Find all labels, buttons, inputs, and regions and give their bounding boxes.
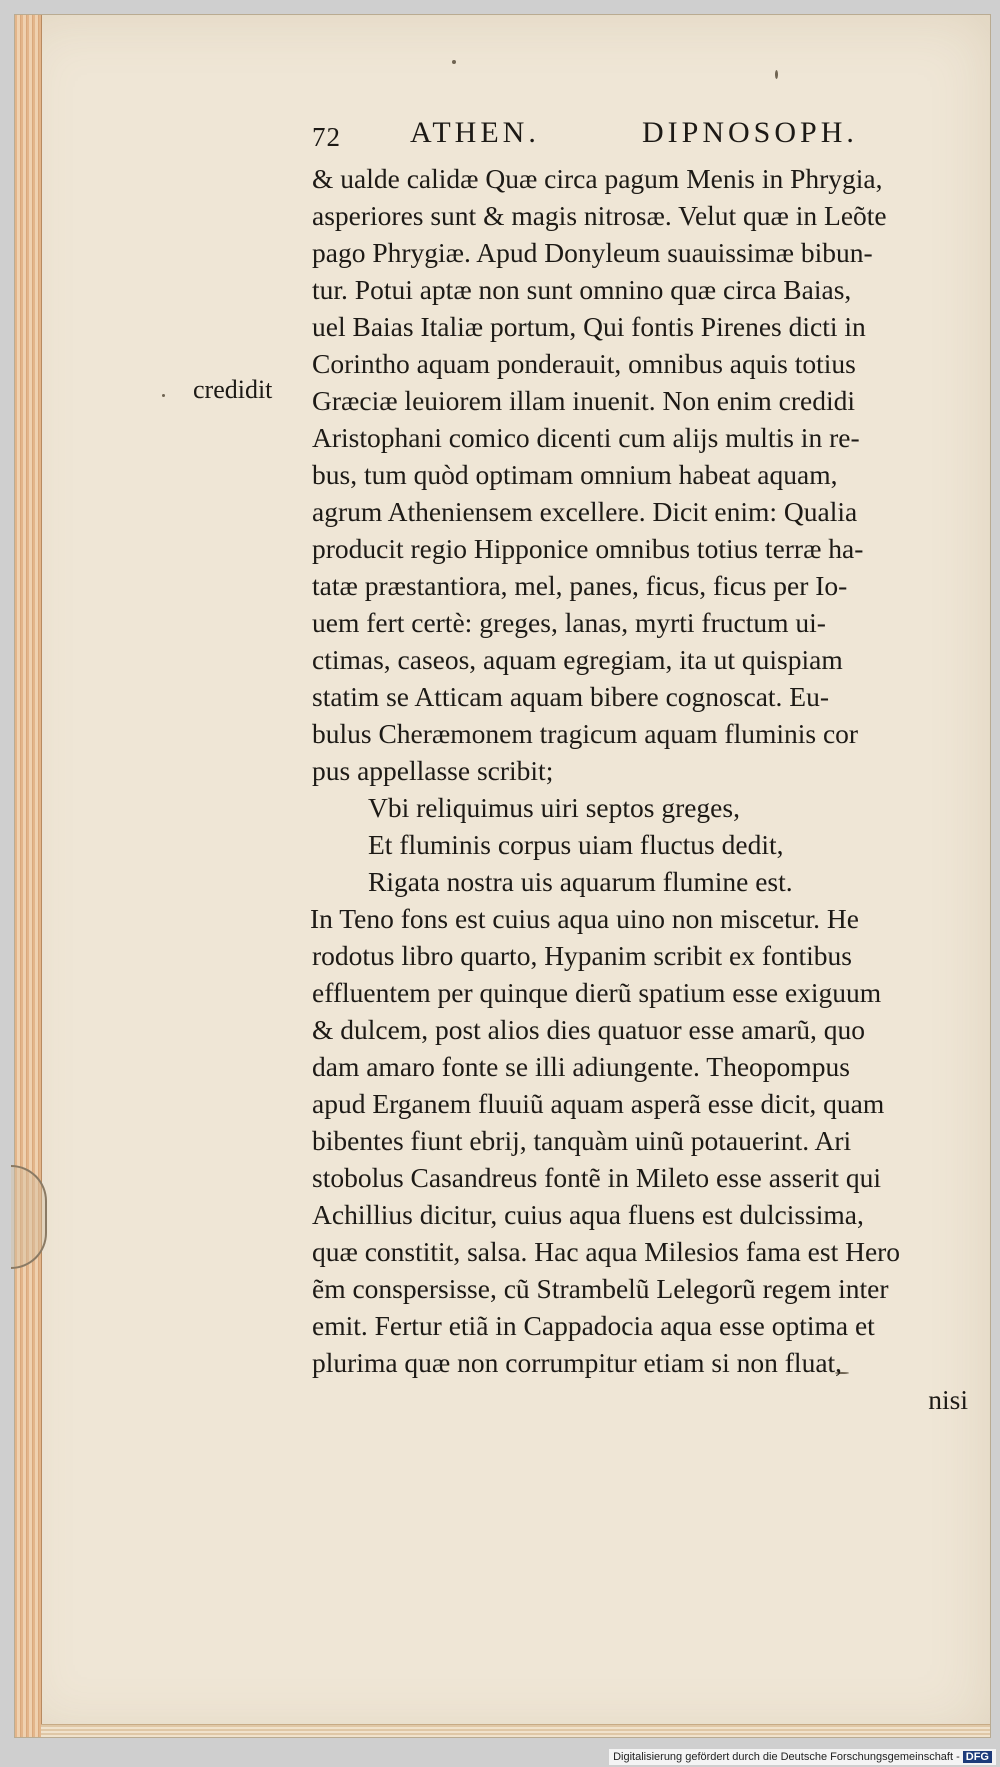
text-line: ctimas, caseos, aquam egregiam, ita ut quispiam [312,644,843,675]
text-line: bibentes fiunt ebrij, tanquàm uinũ potauerint. Ari [312,1125,852,1156]
verse-line: Vbi reliquimus uiri septos greges, [368,792,740,823]
header-title-left: ATHEN. [410,116,540,149]
text-line: quæ constitit, salsa. Hac aqua Milesios fama est Hero [312,1236,901,1267]
credit-text: Digitalisierung gefördert durch die Deutsche Forschungsgemeinschaft - [613,1751,960,1763]
text-line: producit regio Hipponice omnibus totius terræ ha- [312,533,864,564]
speck [775,70,778,79]
text-line: stobolus Casandreus fontẽ in Mileto esse asserit qui [312,1162,882,1193]
text-line: rodotus libro quarto, Hypanim scribit ex fontibus [312,940,852,971]
text-line: Achillius dicitur, cuius aqua fluens est dulcissima, [312,1199,864,1230]
text-line: & ualde calidæ Quæ circa pagum Menis in Phrygia, [312,163,883,194]
page-number: 72 [312,122,341,152]
text-line: asperiores sunt & magis nitrosæ. Velut quæ in Leõte [312,200,887,231]
text-line: uel Baias Italiæ portum, Qui fontis Pirenes dicti in [312,311,866,342]
text-line: bus, tum quòd optimam omnium habeat aquam, [312,459,838,490]
verse-line: Rigata nostra uis aquarum flumine est. [368,866,793,897]
dfg-logo: DFG [963,1751,992,1763]
text-line: statim se Atticam aquam bibere cognoscat. Eu- [312,681,829,712]
text-line: Corintho aquam ponderauit, omnibus aquis totius [312,348,856,379]
text-line: uem fert certè: greges, lanas, myrti fructum ui- [312,607,826,638]
text-line: Aristophani comico dicenti cum alijs multis in re- [312,422,860,453]
text-line: agrum Atheniensem excellere. Dicit enim: Qualia [312,496,858,527]
page-edge-bottom [41,1724,990,1737]
text-line: apud Erganem fluuiũ aquam asperã esse dicit, quam [312,1088,885,1119]
text-line: emit. Fertur etiã in Cappadocia aqua esse optima et [312,1310,875,1341]
text-line: Græciæ leuiorem illam inuenit. Non enim credidi [312,385,856,416]
text-line: dam amaro fonte se illi adiungente. Theopompus [312,1051,850,1082]
text-line: bulus Cheræmonem tragicum aquam fluminis cor [312,718,859,749]
text-line: In Teno fons est cuius aqua uino non miscetur. He [310,903,859,934]
text-line: tatæ præstantiora, mel, panes, ficus, ficus per Io- [312,570,848,601]
running-header [312,116,872,156]
verse-line: Et fluminis corpus uiam fluctus dedit, [368,829,784,860]
speck [452,60,456,64]
body-text [312,160,968,1418]
header-title-right: DIPNOSOPH. [642,116,858,149]
page-edge-left [15,15,42,1737]
text-line: tur. Potui aptæ non sunt omnino quæ circa Baias, [312,274,852,305]
text-line: ẽm conspersisse, cũ Strambelũ Lelegorũ regem inter [312,1273,889,1304]
text-line: pus appellasse scribit; [312,755,554,786]
text-line: pago Phrygiæ. Apud Donyleum suauissimæ bibun- [312,237,873,268]
margin-note: credidit [193,375,273,404]
text-line: plurima quæ non corrumpitur etiam si non fluat, [312,1347,843,1378]
digitization-credit [609,1749,996,1765]
speck [162,394,165,397]
text-line: effluentem per quinque dierũ spatium esse exiguum [312,977,882,1008]
catchword: nisi [928,1384,968,1415]
text-line: & dulcem, post alios dies quatuor esse amarũ, quo [312,1014,865,1045]
